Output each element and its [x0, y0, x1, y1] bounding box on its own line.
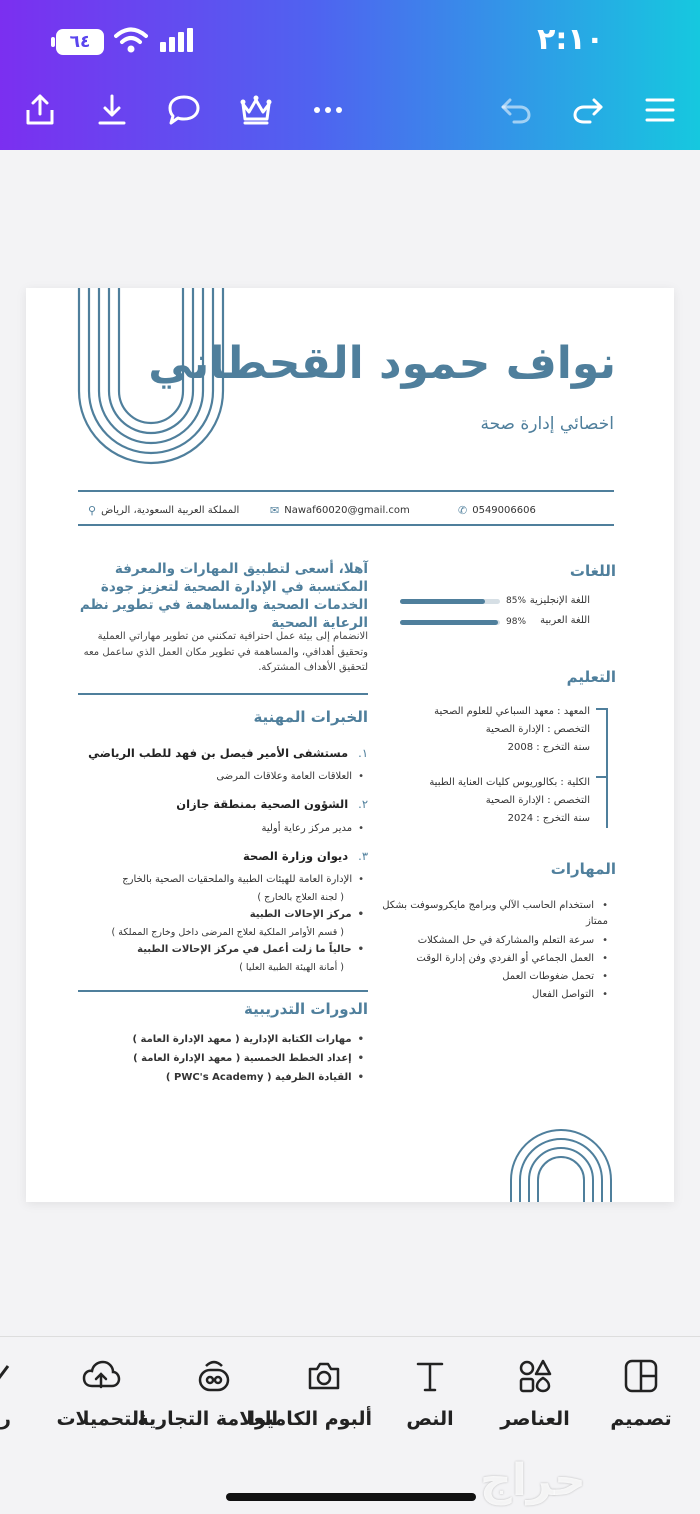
skill-item: • التواصل الفعال [368, 987, 608, 1003]
contact-location: ⚲ المملكة العربية السعودية، الرياض [88, 504, 240, 517]
education-2-college: الكلية : بكالوريوس كليات العناية الطبية [429, 777, 590, 788]
contact-email: ✉ Nawaf60020@gmail.com [270, 504, 410, 517]
home-indicator [226, 1493, 476, 1501]
timeline-tick [596, 776, 608, 778]
language-english-percent: 85% [506, 596, 527, 606]
language-arabic-label: اللغة العربية [540, 615, 590, 626]
crown-icon[interactable] [238, 92, 274, 128]
job-3-bullet-3: • حالياً ما زلت أعمل في مركز الإحالات الطبية [64, 944, 364, 955]
resume-job-title: اخصائي إدارة صحة [480, 414, 614, 434]
share-icon[interactable] [22, 92, 58, 128]
tool-design[interactable]: تصميم [600, 1356, 682, 1430]
education-1-year: سنة التخرج : 2008 [507, 742, 590, 753]
resume-name: نواف حمود القحطاني [148, 338, 616, 389]
cloud-upload-icon [81, 1356, 121, 1396]
shapes-icon [515, 1356, 555, 1396]
divider [78, 693, 368, 695]
course-item: • مهارات الكتابة الإدارية ( معهد الإدارة العامة ) [64, 1034, 364, 1045]
tool-elements[interactable]: العناصر [490, 1356, 580, 1430]
divider [78, 524, 614, 526]
location-pin-icon: ⚲ [88, 504, 97, 517]
contact-phone: ✆ 0549006606 [458, 504, 536, 517]
job-2-bullet: • مدير مركز رعاية أولية [64, 823, 364, 834]
email-icon: ✉ [270, 504, 280, 517]
language-arabic-bar-fill [400, 620, 498, 625]
languages-title: اللغات [569, 562, 616, 580]
wifi-icon [114, 26, 148, 58]
tool-uploads[interactable]: التحميلات [56, 1356, 146, 1430]
language-english-bar [400, 599, 500, 604]
job-3-sub-1: ( لجنة العلاج بالخارج ) [257, 892, 344, 903]
course-item: • القيادة الظرفية ( PWC's Academy ) [64, 1072, 364, 1083]
language-arabic-percent: 98% [506, 617, 527, 627]
job-3-bullet-2: • مركز الإحالات الطبية [64, 909, 364, 920]
language-arabic-bar [400, 620, 500, 625]
text-icon [410, 1356, 450, 1396]
courses-title: الدورات التدريبية [243, 1000, 368, 1018]
job-entry-3: ٣.ديوان وزارة الصحة [242, 849, 368, 863]
comment-icon[interactable] [166, 92, 202, 128]
draw-icon [0, 1356, 14, 1396]
education-1-institute: المعهد : معهد السباعي للعلوم الصحية [434, 706, 590, 717]
camera-icon [304, 1356, 344, 1396]
experience-title: الخبرات المهنية [253, 708, 368, 726]
signal-icon [160, 28, 196, 56]
job-3-bullet-1: • الإدارة العامة للهيئات الطبية والملحقيات الصحية بالخارج [64, 874, 364, 885]
watermark-logo: حراج [480, 1455, 586, 1506]
intro-headline: آهلا، أسعى لتطبيق المهارات والمعرفة المكتسبة في الإدارة الصحية لتعزيز جودة الخدمات الصحية والمساهمة في تطوير نظم الرعاية الصحية [79, 561, 368, 631]
battery-indicator: ٦٤ [56, 29, 104, 55]
tool-camera-album[interactable]: ألبوم الكاميرا [276, 1356, 372, 1430]
job-1-bullet: • العلاقات العامة وعلاقات المرضى [64, 771, 364, 782]
phone-icon: ✆ [458, 504, 468, 517]
job-entry-1: ١.مستشفى الأمير فيصل بن فهد للطب الرياضي [88, 746, 368, 760]
job-3-sub-2: ( قسم الأوامر الملكية لعلاج المرضى داخل وخارج المملكة ) [111, 927, 344, 938]
menu-icon[interactable] [642, 92, 678, 128]
download-icon[interactable] [94, 92, 130, 128]
job-3-sub-3: ( أمانة الهيئة الطبية العليا ) [239, 962, 344, 973]
timeline-tick [596, 708, 608, 710]
education-timeline [606, 708, 608, 828]
skill-item: • سرعة التعلم والمشاركة في حل المشكلات [368, 933, 608, 949]
tool-brand[interactable]: العلامة التجارية [150, 1356, 278, 1430]
arch-decoration-bottom [506, 1128, 616, 1202]
design-canvas[interactable] [26, 288, 674, 1202]
skill-item: • استخدام الحاسب الآلي وبرامج مايكروسوفت بشكل ممتاز [368, 898, 608, 930]
skill-item: • تحمل ضغوطات العمل [368, 969, 608, 985]
tool-partial[interactable]: ر [0, 1356, 14, 1430]
language-english-label: اللغة الإنجليزية [529, 595, 590, 606]
skill-item: • العمل الجماعي أو الفردي وفن إدارة الوقت [368, 951, 608, 967]
tool-text[interactable]: النص [392, 1356, 468, 1430]
intro-text: الانضمام إلى بيئة عمل احترافية تمكنني من تطوير مهاراتي العملية وتحقيق أهدافي، والمساهمة في تطوير مكان العمل الذي ساعمل معه لتحقيق الأهداف المشتركة. [83, 631, 368, 673]
toolbar-divider [0, 1336, 700, 1337]
language-english-bar-fill [400, 599, 485, 604]
status-time: ٢:١٠ [537, 22, 604, 57]
undo-icon[interactable] [498, 92, 534, 128]
redo-icon[interactable] [570, 92, 606, 128]
top-bar [0, 0, 700, 150]
divider [78, 490, 614, 492]
skills-title: المهارات [550, 860, 616, 878]
education-title: التعليم [566, 668, 616, 686]
job-entry-2: ٢.الشؤون الصحية بمنطقة جازان [176, 797, 368, 811]
layout-icon [621, 1356, 661, 1396]
education-2-year: سنة التخرج : 2024 [507, 813, 590, 824]
brand-icon [194, 1356, 234, 1396]
more-icon[interactable] [310, 92, 346, 128]
course-item: • إعداد الخطط الخمسية ( معهد الإدارة العامة ) [64, 1053, 364, 1064]
divider [78, 990, 368, 992]
education-1-major: التخصص : الإدارة الصحية [485, 724, 590, 735]
education-2-major: التخصص : الإدارة الصحية [485, 795, 590, 806]
